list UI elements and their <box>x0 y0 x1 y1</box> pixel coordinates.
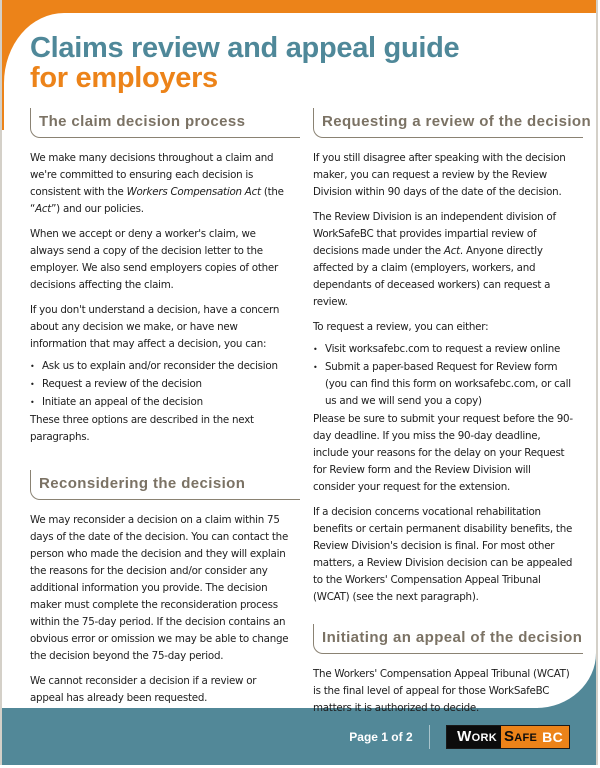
section-heading-initiating-appeal <box>313 624 583 654</box>
section-heading-text: Reconsidering the decision <box>39 475 246 492</box>
logo-work: Work <box>447 726 501 748</box>
paragraph <box>313 209 575 311</box>
page-title-line2: for employers <box>30 62 218 94</box>
footer-divider <box>429 725 431 749</box>
page-edge-left <box>0 0 2 766</box>
text-run: ”) and our policies. <box>51 203 144 215</box>
paragraph <box>30 150 292 218</box>
options-list <box>30 358 292 411</box>
paragraph: If a decision concerns vocational rehabilitation benefits or certain permanent disability benefits, the Review Division's decision is final. For most other matters, a Review Division decision can be appealed to the Workers' Compensation Appeal Tribunal (WCAT) (see the next paragraph). <box>313 506 573 603</box>
section-heading-text: Initiating an appeal of the decision <box>322 629 583 646</box>
text-run: (the “ <box>30 186 284 215</box>
footer <box>349 724 570 750</box>
paragraph: We cannot reconsider a decision if a review or appeal has already been requested. <box>30 675 257 704</box>
act-italic: Act <box>443 245 460 257</box>
paragraph: If you don't understand a decision, have a concern about any decision we make, or have new information that may affect a decision, you can: <box>30 304 280 350</box>
section-heading-text: Requesting a review of the decision <box>322 113 592 130</box>
paragraph: To request a review, you can either: <box>313 321 489 333</box>
section-heading-text: The claim decision process <box>39 113 246 130</box>
text-run: The Review Division is an independent division of WorkSafeBC that provides impartial review of decisions made under the <box>313 211 556 257</box>
list-item: • Visit worksafebc.com to request a review online <box>313 341 575 358</box>
paragraph: Please be sure to submit your request before the 90-day deadline. If you miss the 90-day deadline, include your reasons for the delay on your Request for Review form and the Review Division will consider your request for the extension. <box>313 413 573 493</box>
right-column <box>313 108 592 725</box>
text-run: . Anyone directly affected by a claim (employers, workers, and dependants of deceased workers) can request a review. <box>313 245 551 308</box>
request-options-list <box>313 341 575 410</box>
paragraph: We may reconsider a decision on a claim within 75 days of the date of the decision. You can contact the person who made the decision and they will explain the reasons for the decision and/or consider any additional information you provide. The decision maker must complete the reconsideration process within the 75-day period. If the decision contains an obvious error or omission we may be able to change the decision beyond the 75-day period. <box>30 514 289 662</box>
section-heading-requesting-review <box>313 108 592 138</box>
list-item: • Initiate an appeal of the decision <box>30 394 292 411</box>
worksafebc-logo <box>446 725 570 749</box>
page-edge-right <box>596 0 598 766</box>
paragraph: These three options are described in the next paragraphs. <box>30 414 254 443</box>
logo-bc: BC <box>540 726 569 748</box>
page-number: Page 1 of 2 <box>349 730 413 744</box>
section-heading-reconsidering <box>30 470 300 500</box>
paragraph: If you still disagree after speaking with the decision maker, you can request a review by the Review Division within 90 days of the date of the decision. <box>313 152 566 198</box>
text-run: We make many decisions throughout a claim and we're committed to ensuring each decision is consistent with the <box>30 152 274 198</box>
list-item: • Submit a paper-based Request for Review form (you can find this form on worksafebc.com, or call us and we will send you a copy) <box>313 359 575 410</box>
paragraph: When we accept or deny a worker's claim, we always send a copy of the decision letter to the employer. We also send employers copies of other decisions affecting the claim. <box>30 228 278 291</box>
paragraph: The Workers' Compensation Appeal Tribunal (WCAT) is the final level of appeal for those WorkSafeBC matters it is authorized to decide. <box>313 668 570 714</box>
page-title <box>30 33 459 93</box>
act-name-italic: Workers Compensation Act <box>126 186 261 198</box>
list-item: • Request a review of the decision <box>30 376 292 393</box>
act-italic: Act <box>35 203 52 215</box>
left-column <box>30 108 292 715</box>
list-item: • Ask us to explain and/or reconsider the decision <box>30 358 292 375</box>
logo-safe: Safe <box>501 726 540 748</box>
page-title-line1: Claims review and appeal guide <box>30 32 460 64</box>
section-heading-claim-decision-process <box>30 108 300 138</box>
